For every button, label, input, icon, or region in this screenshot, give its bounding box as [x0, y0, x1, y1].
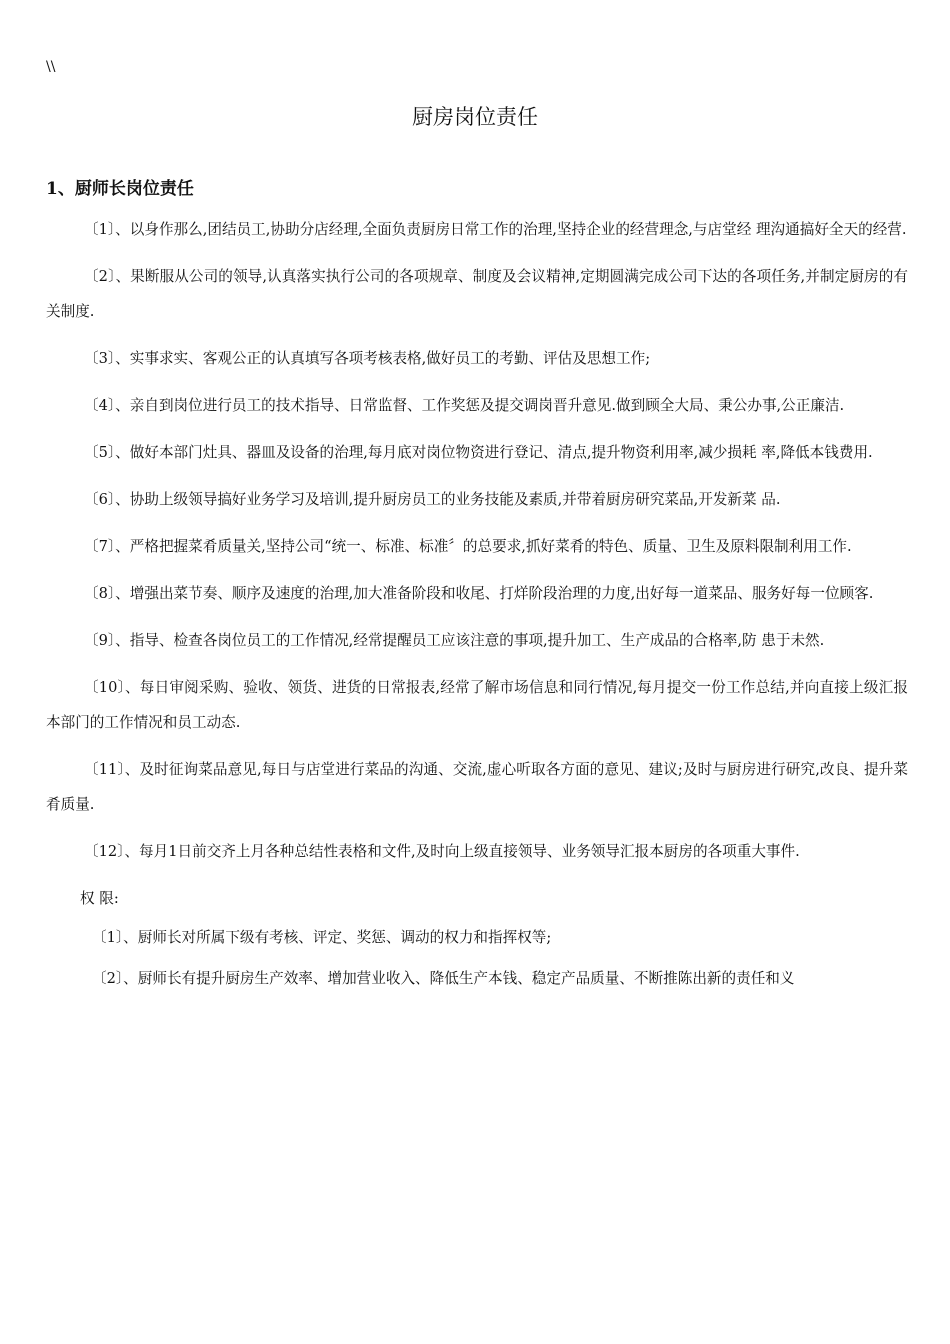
duty-paragraph-4: 〔4〕、亲自到岗位进行员工的技术指导、日常监督、工作奖惩及提交调岗晋升意见.做到顾全大局、秉公办事,公正廉洁.	[84, 397, 845, 414]
corner-mark: \\	[46, 59, 56, 75]
authority-item-1: 〔1〕、厨师长对所属下级有考核、评定、奖惩、调动的权力和指挥权等;	[92, 929, 552, 946]
section-heading: 1、厨师长岗位责任	[46, 179, 194, 199]
duty-paragraph-5: 〔5〕、做好本部门灶具、器皿及设备的治理,每月底对岗位物资进行登记、清点,提升物资利用率,减少损耗 率,降低本钱费用.	[84, 444, 873, 461]
duty-paragraph-7: 〔7〕、严格把握菜肴质量关,坚持公司“统一、标准、标准〞的总要求,抓好菜肴的特色、质量、卫生及原料限制利用工作.	[84, 538, 852, 555]
duty-paragraph-3: 〔3〕、实事求实、客观公正的认真填写各项考核表格,做好员工的考勤、评估及思想工作;	[84, 350, 651, 367]
duty-paragraph-8: 〔8〕、增强出菜节奏、顺序及速度的治理,加大准备阶段和收尾、打烊阶段治理的力度,出好每一道菜品、服务好每一位顾客.	[84, 585, 874, 602]
duty-paragraph-11: 〔11〕、及时征询菜品意见,每日与店堂进行菜品的沟通、交流,虚心听取各方面的意见、建议;及时与厨房进行研究,改良、提升菜肴质量.	[46, 761, 908, 813]
duty-paragraph-1: 〔1〕、以身作那么,团结员工,协助分店经理,全面负责厨房日常工作的治理,坚持企业的经营理念,与店堂经 理沟通搞好全天的经营.	[84, 221, 907, 238]
duty-paragraph-10: 〔10〕、每日审阅采购、验收、领货、进货的日常报表,经常了解市场信息和同行情况,每月提交一份工作总结,并向直接上级汇报本部门的工作情况和员工动态.	[46, 679, 908, 731]
duty-paragraph-9: 〔9〕、指导、检查各岗位员工的工作情况,经常提醒员工应该注意的事项,提升加工、生产成品的合格率,防 患于未然.	[84, 632, 825, 649]
duty-paragraph-2: 〔2〕、果断服从公司的领导,认真落实执行公司的各项规章、制度及会议精神,定期圆满完成公司下达的各项任务,并制定厨房的有关制度.	[46, 268, 908, 320]
authority-label: 权 限:	[80, 890, 119, 907]
page-title: 厨房岗位责任	[412, 105, 538, 129]
duty-paragraph-12: 〔12〕、每月1日前交齐上月各种总结性表格和文件,及时向上级直接领导、业务领导汇报本厨房的各项重大事件.	[84, 843, 800, 860]
section-body	[46, 212, 908, 1002]
authority-item-2: 〔2〕、厨师长有提升厨房生产效率、增加营业收入、降低生产本钱、稳定产品质量、不断推陈出新的责任和义	[92, 970, 795, 987]
duty-paragraph-6: 〔6〕、协助上级领导搞好业务学习及培训,提升厨房员工的业务技能及素质,并带着厨房研究菜品,开发新菜 品.	[84, 491, 781, 508]
